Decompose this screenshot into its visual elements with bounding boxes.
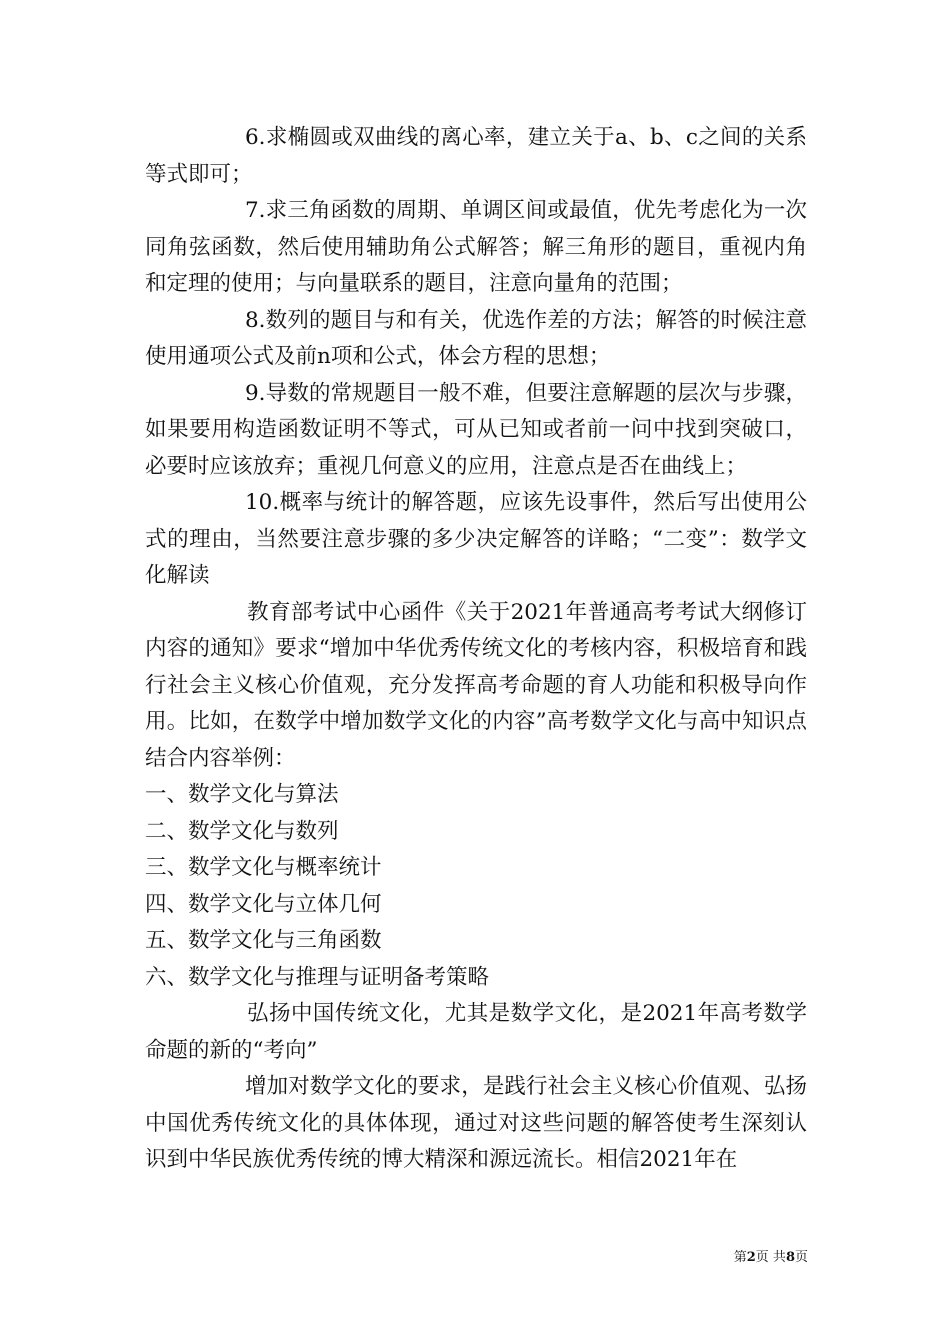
footer-prefix: 第 [733,1250,747,1265]
footer-middle: 页 共 [755,1250,786,1265]
paragraph-item-9: 9.导数的常规题目一般不难，但要注意解题的层次与步骤，如果要用构造函数证明不等式，可从已知或者前一问中找到突破口，必要时应该放弃；重视几何意义的应用，注意点是否在曲线上； [145,380,807,479]
total-page-count: 8 [785,1250,795,1265]
list-item: 一、数学文化与算法 [145,782,339,807]
list-item: 二、数学文化与数列 [145,818,339,844]
paragraph-culture-requirement: 增加对数学文化的要求，是践行社会主义核心价值观、弘扬中国优秀传统文化的具体体现，通过对这些问题的解答使考生深刻认识到中华民族优秀传统的博大精深和源远流长。相信2021年在 [145,1074,807,1172]
paragraph-item-8: 8.数列的题目与和有关，优选作差的方法；解答的时候注意使用通项公式及前n项和公式，体会方程的思想； [145,307,807,369]
document-body [145,120,807,1179]
paragraph-item-6: 6.求椭圆或双曲线的离心率，建立关于a、b、c之间的关系等式即可； [145,125,807,187]
footer-suffix: 页 [794,1250,808,1265]
paragraph-culture-trend: 弘扬中国传统文化，尤其是数学文化，是2021年高考数学命题的新的“考向” [145,1001,807,1063]
paragraph-item-10: 10.概率与统计的解答题，应该先设事件，然后写出使用公式的理由，当然要注意步骤的多少决定解答的详略；“二变”：数学文化解读 [145,490,807,588]
list-item: 六、数学文化与推理与证明备考策略 [145,964,490,990]
list-item: 三、数学文化与概率统计 [145,855,382,880]
paragraph-notice: 教育部考试中心函件《关于2021年普通高考考试大纲修订内容的通知》要求“增加中华优秀传统文化的考核内容，积极培育和践行社会主义核心价值观，充分发挥高考命题的育人功能和积极导向作用。比如，在数学中增加数学文化的内容”高考数学文化与高中知识点结合内容举例： [145,599,807,771]
paragraph-item-7: 7.求三角函数的周期、单调区间或最值，优先考虑化为一次同角弦函数，然后使用辅助角公式解答；解三角形的题目，重视内角和定理的使用；与向量联系的题目，注意向量角的范围； [145,198,807,296]
list-item: 五、数学文化与三角函数 [145,928,382,953]
list-item: 四、数学文化与立体几何 [145,891,382,917]
page-footer [734,1246,808,1265]
current-page-number: 2 [746,1250,756,1265]
